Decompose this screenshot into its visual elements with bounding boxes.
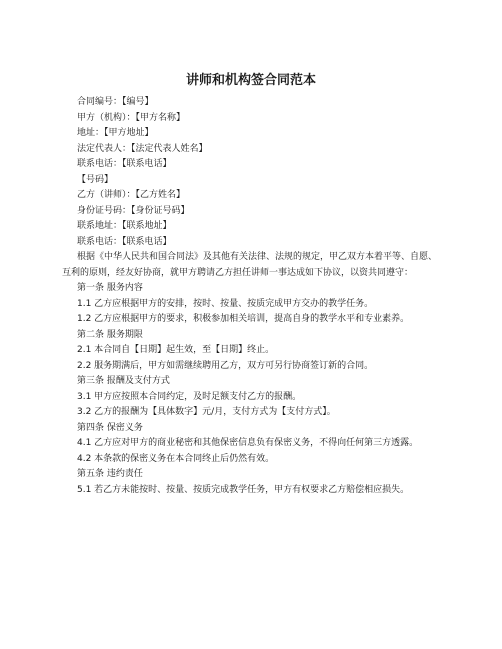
clause: 2.1 本合同自【日期】起生效，至【日期】终止。: [77, 345, 275, 355]
clause: 3.1 甲方应按照本合同约定，及时足额支付乙方的报酬。: [77, 391, 302, 402]
clause: 5.1 若乙方未能按时、按量、按质完成教学任务，甲方有权要求乙方赔偿相应损失。: [77, 484, 410, 495]
clause: 1.2 乙方应根据甲方的要求，积极参加相关培训，提高自身的教学水平和专业素养。: [77, 314, 410, 324]
section-heading: 第二条 服务期限: [77, 329, 143, 340]
party-a-number: 【号码】: [77, 174, 114, 185]
party-b-id-number: 身份证号码：【身份证号码】: [77, 205, 190, 216]
party-b-name: 乙方（讲师）：【乙方姓名】: [77, 190, 186, 200]
clause: 2.2 服务期满后，甲方如需继续聘用乙方，双方可另行协商签订新的合同。: [77, 360, 374, 371]
contract-number: 合同编号：【编号】: [77, 97, 154, 107]
party-a-phone: 联系电话：【联系电话】: [77, 159, 172, 169]
party-b-address: 联系地址：【联系地址】: [77, 221, 172, 231]
clause: 4.2 本条款的保密义务在本合同终止后仍然有效。: [77, 453, 275, 464]
section-heading: 第一条 服务内容: [77, 283, 143, 293]
document-body: [62, 95, 444, 498]
document-title: 讲师和机构签合同范本: [185, 73, 316, 88]
intro-paragraph: 根据《中华人民共和国合同法》及其他有关法律、法规的规定，甲乙双方本着平等、自愿、互利的原则，经友好协商，就甲方聘请乙方担任讲师一事达成如下协议，以资共同遵守：: [62, 252, 438, 278]
party-a-name: 甲方（机构）：【甲方名称】: [77, 112, 186, 123]
legal-representative: 法定代表人：【法定代表人姓名】: [77, 143, 208, 154]
section-heading: 第五条 违约责任: [77, 469, 143, 479]
party-a-address: 地址：【甲方地址】: [77, 128, 154, 138]
section-heading: 第三条 报酬及支付方式: [77, 376, 170, 386]
clause: 1.1 乙方应根据甲方的安排，按时、按量、按质完成甲方交办的教学任务。: [77, 298, 374, 309]
clause: 3.2 乙方的报酬为【具体数字】元/月，支付方式为【支付方式】。: [77, 407, 336, 417]
clause: 4.1 乙方应对甲方的商业秘密和其他保密信息负有保密义务，不得向任何第三方透露。: [77, 438, 419, 448]
party-b-phone: 联系电话：【联系电话】: [77, 236, 172, 247]
section-heading: 第四条 保密义务: [77, 422, 143, 433]
